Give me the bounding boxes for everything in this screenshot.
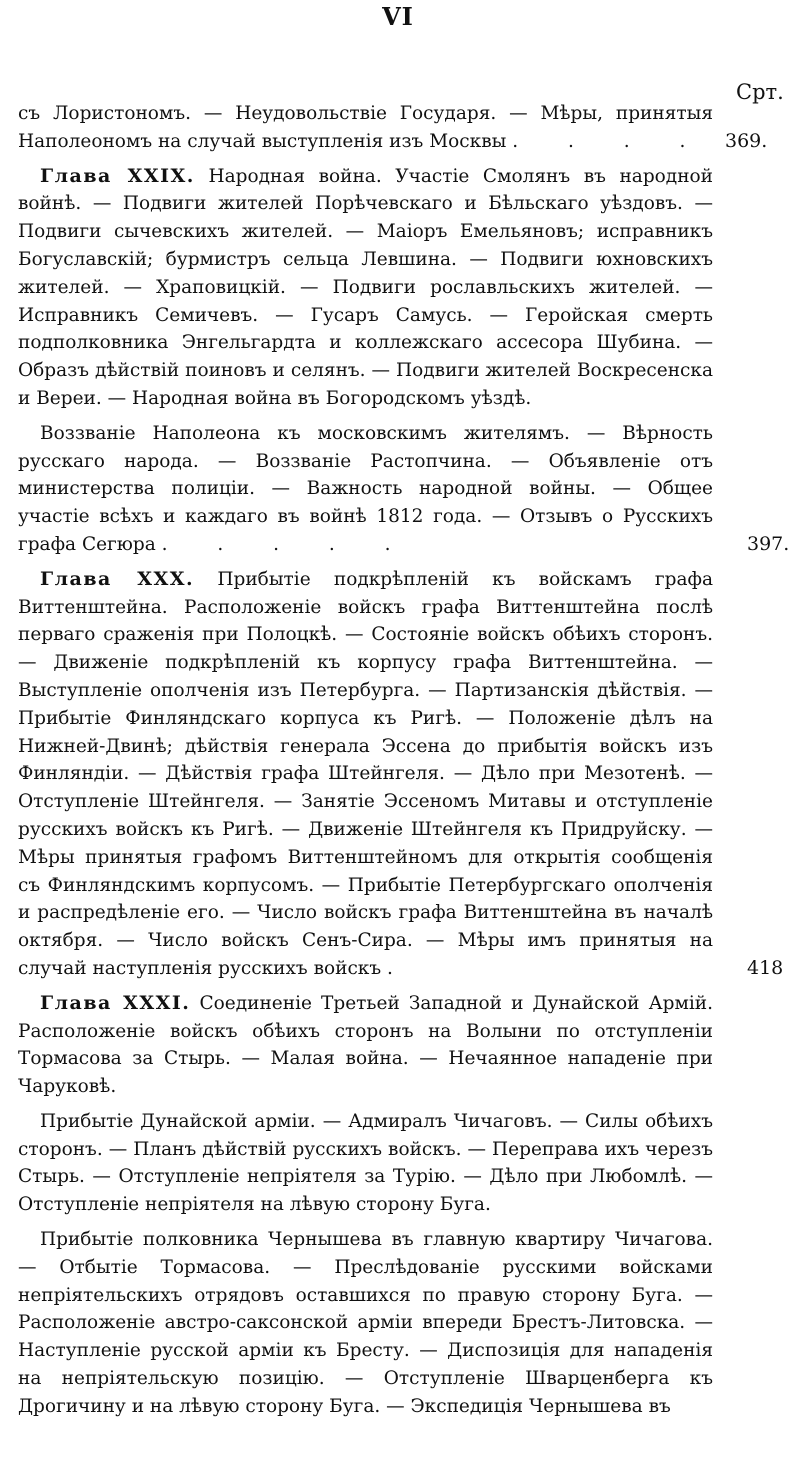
entry-text: съ Лористономъ. — Неудовольствіе Государя. — Мѣры, принятыя Наполеономъ на случай выступленія изъ Москвы <box>18 103 713 152</box>
chapter-entry <box>18 566 784 983</box>
page-reference: 418 <box>747 956 784 979</box>
page-column-label: Срт. <box>736 80 784 104</box>
toc-entry <box>18 1108 713 1219</box>
page-reference: 369. <box>725 129 768 152</box>
entry-text: Прибытіе подкрѣпленій къ войскамъ графа Виттенштейна. Расположеніе войскъ графа Виттенштейна послѣ перваго сраженія при Полоцкѣ. — Состояніе войскъ обѣихъ сторонъ. — Движеніе подкрѣпленій къ корпусу графа Виттенштейна. — Выступленіе ополченія изъ Петербурга. — Партизанскія дѣйствія. — Прибытіе Финляндскаго корпуса къ Ригѣ. — Положеніе дѣлъ на Нижней-Двинѣ; дѣйствія генерала Эссена до прибытія войскъ изъ Финляндіи. — Дѣйствія графа Штейнгеля. — Дѣло при Мезотенѣ. — Отступленіе Штейнгеля. — Занятіе Эссеномъ Митавы и отступленіе русскихъ войскъ къ Ригѣ. — Движеніе Штейнгеля къ Придруйску. — Мѣры принятыя графомъ Виттенштейномъ для открытія сообщенія съ Финляндскимъ корпусомъ. — Прибытіе Петербургскаго ополченія и распредѣленіе его. — Число войскъ графа Виттенштейна въ началѣ октября. — Число войскъ Сенъ-Сира. — Мѣры имъ принятыя на случай наступленія русскихъ войскъ <box>18 568 713 979</box>
leader-dots: . . . . . <box>161 533 413 555</box>
toc-entry <box>18 420 790 559</box>
chapter-entry <box>18 990 713 1101</box>
entry-text: Воззваніе Наполеона къ московскимъ жителямъ. — Вѣрность русскаго народа. — Воззваніе Растопчина. — Объявленіе отъ министерства полиціи. — Важность народной войны. — Общее участіе всѣхъ и каждаго въ войнѣ 1812 года. — Отзывъ о Русскихъ графа Сегюра <box>18 422 713 555</box>
table-of-contents <box>18 100 790 1428</box>
page-number: VI <box>382 2 414 31</box>
chapter-title: Глава XXIX. <box>40 164 195 187</box>
page-reference: 397. <box>747 532 790 555</box>
entry-text: Народная война. Участіе Смолянъ въ народной войнѣ. — Подвиги жителей Порѣчевскаго и Бѣльскаго уѣздовъ. — Подвиги сычевскихъ жителей. — Маіоръ Емельяновъ; исправникъ Богуславскій; бурмистръ сельца Левшина. — Подвиги юхновскихъ жителей. — Храповицкій. — Подвиги рославльскихъ жителей. — Исправникъ Семичевъ. — Гусаръ Самусь. — Геройская смерть подполковника Энгельгардта и коллежскаго ассесора Шубина. — Образъ дѣйствій поиновъ и селянъ. — Подвиги жителей Воскресенска и Вереи. — Народная война въ Богородскомъ уѣздѣ. <box>18 165 713 409</box>
toc-entry <box>18 100 768 156</box>
leader-dots: . . . . <box>512 130 708 152</box>
chapter-entry <box>18 163 713 413</box>
entry-text: Соединеніе Третьей Западной и Дунайской Армій. Расположеніе войскъ обѣихъ сторонъ на Волыни по отступленіи Тормасова за Стырь. — Малая война. — Нечаянное нападеніе при Чаруковѣ. <box>18 992 713 1098</box>
leader-dots: . <box>387 957 415 979</box>
entry-text: Прибытіе полковника Чернышева въ главную квартиру Чичагова. — Отбытіе Тормасова. — Преслѣдованіе русскими войсками непріятельскихъ отрядовъ оставшихся по правую сторону Буга. — Расположеніе австро-саксонской арміи впереди Брестъ-Литовска. — Наступленіе русской арміи къ Бресту. — Диспозиція для нападенія на непріятельскую позицію. — Отступленіе Шварценберга къ Дрогичину и на лѣвую сторону Буга. — Экспедиція Чернышева въ <box>18 1229 713 1417</box>
entry-text: Прибытіе Дунайской арміи. — Адмиралъ Чичаговъ. — Силы обѣихъ сторонъ. — Планъ дѣйствій русскихъ войскъ. — Переправа ихъ черезъ Стырь. — Отступленіе непріятеля за Турію. — Дѣло при Любомлѣ. — Отступленіе непріятеля на лѣвую сторону Буга. <box>18 1110 713 1216</box>
toc-entry <box>18 1226 713 1421</box>
chapter-title: Глава XXX. <box>40 567 195 590</box>
chapter-title: Глава XXXI. <box>40 991 191 1014</box>
